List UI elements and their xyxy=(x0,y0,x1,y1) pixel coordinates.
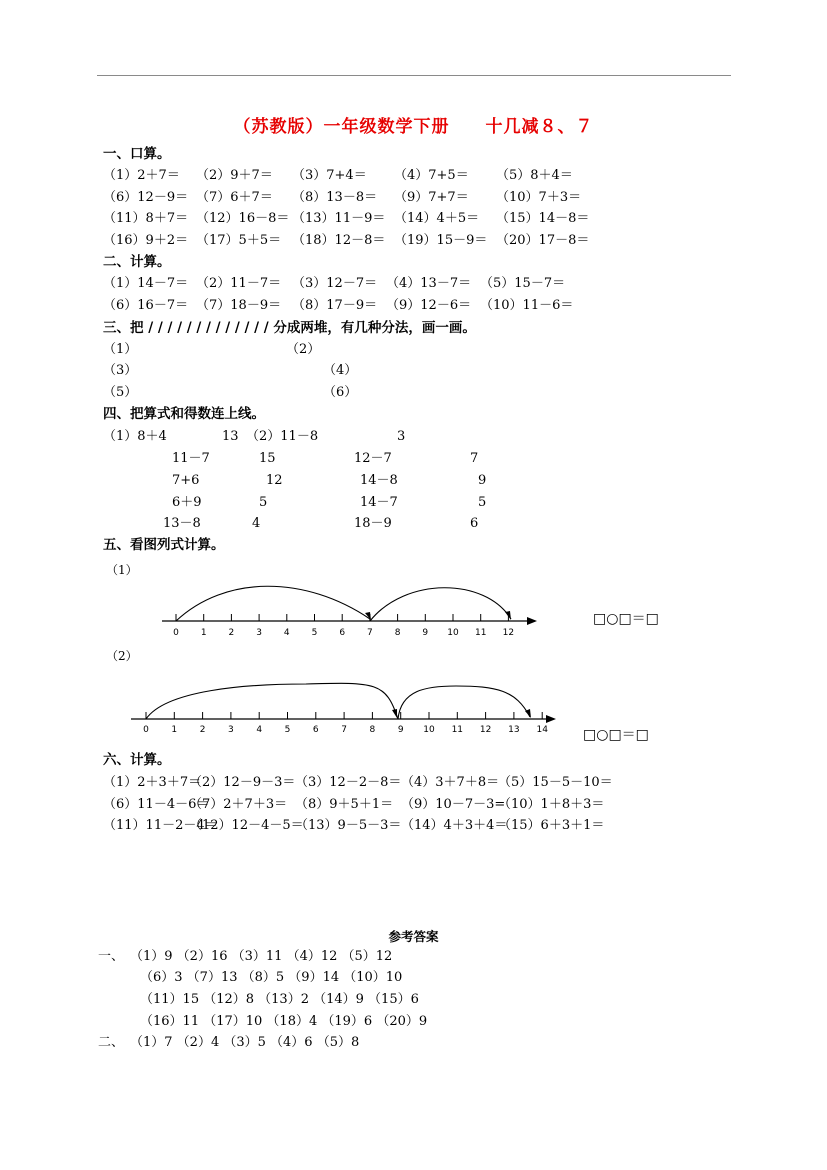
s6-problem: （7）2＋7＋3＝ xyxy=(189,797,288,812)
section-6-heading: 六、计算。 xyxy=(103,752,171,768)
s4-right-result: 3 xyxy=(397,429,406,444)
number-line-1-tick-label: 12 xyxy=(502,628,515,638)
s1-problem: （19）15－9＝ xyxy=(394,233,488,248)
s1-problem: （15）14－8＝ xyxy=(496,211,590,226)
number-line-arrowhead xyxy=(527,617,537,625)
s6-problem: （13）9－5－3＝ xyxy=(295,818,402,833)
number-line-2 xyxy=(126,670,566,740)
s4-left-result: 5 xyxy=(259,495,268,510)
s1-problem: （11）8＋7＝ xyxy=(103,211,189,226)
s6-problem: （3）12－2－8＝ xyxy=(295,775,402,790)
answers-s2-row: （1）7 （2）4 （3）5 （4）6 （5）8 xyxy=(130,1035,360,1050)
jump-arc-2 xyxy=(370,588,511,621)
s3-item-4: （4） xyxy=(323,363,358,378)
s4-left-expr: 7+6 xyxy=(172,473,200,488)
answers-title: 参考答案 xyxy=(388,929,439,944)
answers-s1-row: （1）9 （2）16 （3）11 （4）12 （5）12 xyxy=(130,949,393,964)
s1-problem: （18）12－8＝ xyxy=(292,233,386,248)
number-line-1-tick-label: 2 xyxy=(228,628,235,638)
s4-right-expr: 14－7 xyxy=(360,495,398,510)
s4-left-expr: 6＋9 xyxy=(172,495,202,510)
number-line-2-tick-label: 3 xyxy=(228,725,234,735)
answers-s1-prefix: 一、 xyxy=(98,949,125,964)
page-title: （苏教版）一年级数学下册 十几减８、７ xyxy=(233,117,594,137)
arc-arrowhead xyxy=(392,709,397,718)
number-line-2-tick-label: 5 xyxy=(284,725,291,735)
s4-left-expr-1: （1）8＋4 xyxy=(103,429,167,444)
number-line-1 xyxy=(155,575,545,645)
answers-s2-prefix: 二、 xyxy=(98,1035,125,1050)
jump-arc-1 xyxy=(176,586,370,621)
number-line-2-tick-label: 8 xyxy=(369,725,376,735)
s6-problem: （4）3＋7＋8＝ xyxy=(401,775,500,790)
s1-problem: （10）7＋3＝ xyxy=(496,190,582,205)
section-4-heading: 四、把算式和得数连上线。 xyxy=(103,406,265,422)
number-line-2-tick-label: 4 xyxy=(256,725,263,735)
number-line-1-tick-label: 4 xyxy=(283,628,290,638)
number-line-1-tick-label: 9 xyxy=(422,628,429,638)
number-line-1-tick-label: 0 xyxy=(173,628,179,638)
number-line-1-tick-label: 6 xyxy=(339,628,346,638)
s6-problem: （15）6＋3＋1＝ xyxy=(498,818,605,833)
answer-boxes-2: □○□＝□ xyxy=(583,727,649,743)
s1-problem: （6）12－9＝ xyxy=(103,190,189,205)
number-line-2-tick-label: 0 xyxy=(143,725,149,735)
s1-problem: （8）13－8＝ xyxy=(292,190,378,205)
s4-right-expr: 12－7 xyxy=(354,451,392,466)
answers-s1-row: （11）15 （12）8 （13）2 （14）9 （15）6 xyxy=(140,992,419,1007)
number-line-2-tick-label: 11 xyxy=(451,725,464,735)
s4-right-result: 9 xyxy=(478,473,487,488)
section-1-heading: 一、口算。 xyxy=(103,146,171,162)
number-line-1-tick-label: 11 xyxy=(474,628,487,638)
header-rule xyxy=(97,75,731,76)
s2-problem: （7）18－9＝ xyxy=(196,298,282,313)
s4-left-expr: 13－8 xyxy=(163,516,201,531)
s4-left-result: 4 xyxy=(252,516,261,531)
s3-item-6: （6） xyxy=(323,385,358,400)
number-line-1-tick-label: 8 xyxy=(394,628,401,638)
s2-problem: （9）12－6＝ xyxy=(386,298,472,313)
number-line-1-tick-label: 5 xyxy=(311,628,318,638)
s2-problem: （8）17－9＝ xyxy=(292,298,378,313)
s6-problem: （10）1＋8＋3＝ xyxy=(498,797,605,812)
number-line-2-tick-label: 6 xyxy=(312,725,319,735)
number-line-1-tick-label: 3 xyxy=(256,628,262,638)
s6-problem: （1）2＋3＋7＝ xyxy=(103,775,202,790)
s4-left-expr: 11－7 xyxy=(172,451,210,466)
s4-right-result: 5 xyxy=(478,495,487,510)
answers-s1-row: （16）11 （17）10 （18）4 （19）6 （20）9 xyxy=(140,1014,428,1029)
s3-item-2: （2） xyxy=(286,342,321,357)
s6-problem: （5）15－5－10＝ xyxy=(498,775,613,790)
s4-right-result: 6 xyxy=(470,516,479,531)
s1-problem: （16）9＋2＝ xyxy=(103,233,189,248)
s3-item-5: （5） xyxy=(103,385,138,400)
s1-problem: （20）17－8＝ xyxy=(496,233,590,248)
s1-problem: （12）16－8＝ xyxy=(196,211,290,226)
jump-arc-2 xyxy=(398,686,530,719)
s3-item-3: （3） xyxy=(103,363,138,378)
number-line-2-tick-label: 1 xyxy=(171,725,178,735)
s4-left-result: 12 xyxy=(266,473,283,488)
s1-problem: （3）7+4＝ xyxy=(292,168,367,183)
answers-s1-row: （6）3 （7）13 （8）5 （9）14 （10）10 xyxy=(140,970,403,985)
s1-problem: （4）7+5＝ xyxy=(394,168,469,183)
s6-problem: （2）12－9－3＝ xyxy=(189,775,296,790)
number-line-2-tick-label: 12 xyxy=(479,725,492,735)
number-line-2-tick-label: 10 xyxy=(423,725,435,735)
s1-problem: （7）6＋7＝ xyxy=(196,190,273,205)
s4-left-result: 15 xyxy=(259,451,276,466)
s6-problem: （9）10－7－3= xyxy=(401,797,506,812)
s1-problem: （1）2＋7＝ xyxy=(103,168,180,183)
s1-problem: （17）5＋5＝ xyxy=(196,233,282,248)
number-line-2-tick-label: 7 xyxy=(341,725,347,735)
s4-right-result: 7 xyxy=(470,451,479,466)
number-line-2-tick-label: 2 xyxy=(199,725,206,735)
s6-problem: （12）12－4－5＝ xyxy=(189,818,304,833)
s2-problem: （1）14－7＝ xyxy=(103,276,189,291)
s6-problem: （11）11－2－4＝ xyxy=(103,818,218,833)
number-line-2-tick-label: 13 xyxy=(508,725,520,735)
s6-problem: （6）11－4－6＝ xyxy=(103,797,210,812)
s2-problem: （2）11－7＝ xyxy=(196,276,282,291)
section-3-heading: 三、把 / / / / / / / / / / / / / 分成两堆，有几种分法，画一画。 xyxy=(103,320,476,336)
number-line-2-tick-label: 14 xyxy=(536,725,548,735)
s4-right-expr-1: （2）11－8 xyxy=(246,429,319,444)
section-5-heading: 五、看图列式计算。 xyxy=(103,537,225,553)
s1-problem: （2）9＋7＝ xyxy=(196,168,273,183)
s6-problem: （8）9＋5＋1＝ xyxy=(295,797,394,812)
number-line-1-tick-label: 10 xyxy=(447,628,459,638)
s2-problem: （3）12－7＝ xyxy=(292,276,378,291)
s3-item-1: （1） xyxy=(103,342,138,357)
section-2-heading: 二、计算。 xyxy=(103,254,171,270)
number-line-1-tick-label: 7 xyxy=(367,628,373,638)
s4-right-expr: 14－8 xyxy=(360,473,398,488)
s2-problem: （6）16－7＝ xyxy=(103,298,189,313)
number-line-1-tick-label: 1 xyxy=(200,628,207,638)
s2-problem: （4）13－7＝ xyxy=(386,276,472,291)
answer-boxes-1: □○□＝□ xyxy=(593,611,659,627)
number-line-arrowhead xyxy=(546,715,556,723)
s1-problem: （14）4＋5＝ xyxy=(394,211,480,226)
s6-problem: （14）4＋3＋4＝ xyxy=(401,818,508,833)
s5-label-2: （2） xyxy=(106,649,138,663)
number-line-2-tick-label: 9 xyxy=(397,725,404,735)
s4-right-expr: 18－9 xyxy=(354,516,392,531)
s2-problem: （10）11－6＝ xyxy=(480,298,574,313)
s5-label-1: （1） xyxy=(106,563,138,577)
s1-problem: （13）11－9＝ xyxy=(292,211,386,226)
s1-problem: （9）7+7＝ xyxy=(394,190,469,205)
s1-problem: （5）8＋4＝ xyxy=(496,168,573,183)
s2-problem: （5）15－7＝ xyxy=(480,276,566,291)
s4-left-result: 13 xyxy=(222,429,239,444)
jump-arc-1 xyxy=(146,683,398,719)
